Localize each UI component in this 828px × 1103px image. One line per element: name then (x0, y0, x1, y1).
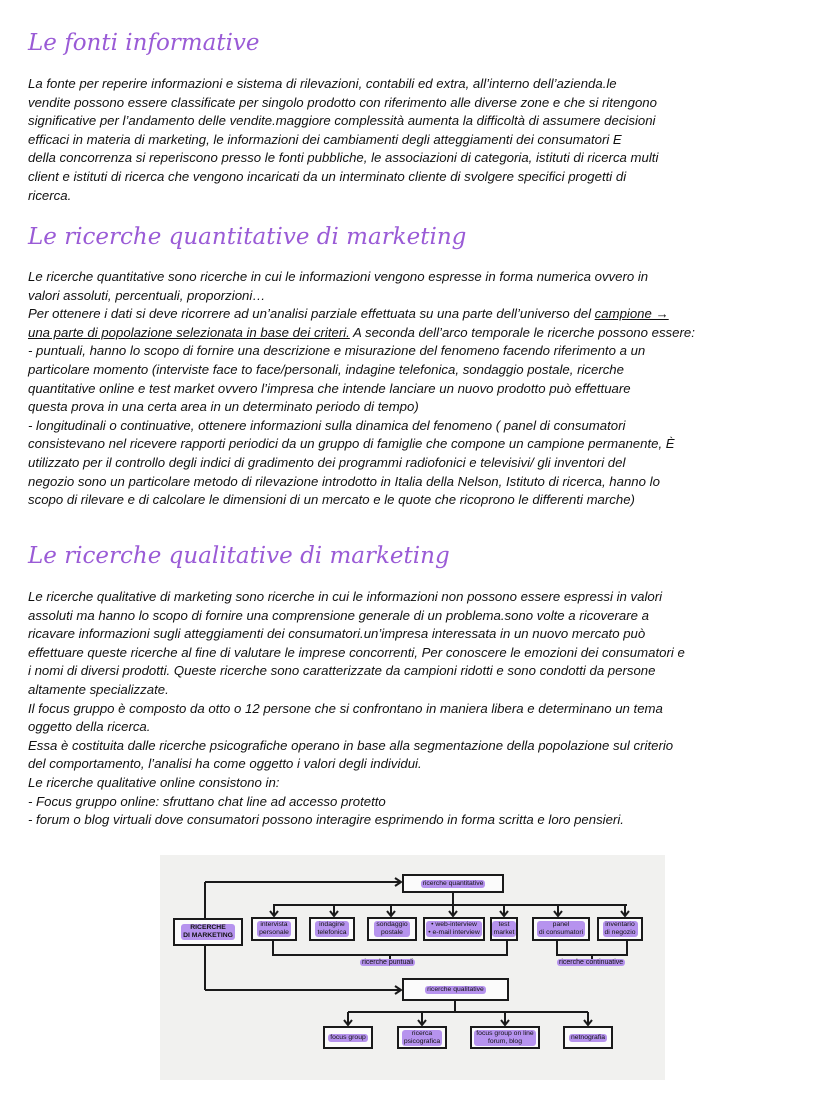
text-line: questa prova in una certa area in un determinato periodo di tempo) (28, 399, 419, 415)
text-line: - forum o blog virtuali dove consumatori possono interagire esprimendo in forma scritta e loro pensieri. (28, 812, 624, 828)
text-segment: A seconda dell’arco temporale le ricerche possono essere: (349, 324, 695, 340)
box-label: forum, blog (487, 1037, 522, 1045)
root-line-2: DI MARKETING (183, 932, 233, 939)
text-line: della concorrenza si reperiscono presso le fonti pubbliche, le associazioni di categoria, istituti di ricerca multi (28, 150, 659, 166)
text-line: oggetto della ricerca. (28, 719, 151, 735)
marketing-research-diagram (160, 855, 665, 1080)
box-ricerche-quantitative (402, 874, 504, 893)
text-line: client e istituti di ricerca che vengono incaricati da un interminato cliente di svolgere specifici progetti di (28, 168, 627, 184)
diagram-box (251, 917, 297, 941)
text-line: Il focus gruppo è composto da otto o 12 persone che si confrontano in maniera libera e determinano un tema (28, 700, 663, 716)
heading-fonti-informative: Le fonti informative (28, 30, 260, 56)
diagram-box (597, 917, 643, 941)
text-segment: Per ottenere i dati si deve ricorrere ad un’analisi parziale effettuata su una parte dell’universo del (28, 306, 595, 322)
text-line: - puntuali, hanno lo scopo di fornire una descrizione e misurazione del fenomeno facendo riferimento a un (28, 343, 646, 359)
box-label: indagine (319, 921, 345, 928)
text-line: effettuare queste ricerche al fine di valutare le imprese concorrenti, Per conoscere le emozioni dei consumatori e (28, 644, 685, 660)
underlined-text: una parte di popolazione selezionata in base dei criteri. (28, 324, 350, 340)
diagram-box (367, 917, 417, 941)
box-ricerche-qualitative (402, 978, 509, 1001)
text-line: Le ricerche qualitative online consistono in: (28, 774, 280, 790)
box-label: intervista (260, 921, 288, 928)
box-label: di negozio (604, 929, 636, 936)
text-line: ricerca. (28, 187, 72, 203)
diagram-box (563, 1026, 613, 1049)
text-line (28, 305, 695, 324)
box-label: di consumatori (538, 929, 584, 936)
diagram-box (309, 917, 355, 941)
box-label: • web-interview (431, 921, 477, 928)
puntuali-text: ricerche puntuali (362, 959, 414, 966)
continuative-text: ricerche continuative (559, 959, 624, 966)
text-line: particolare momento (interviste face to face/personali, indagine telefonica, sondaggio postale, ricerche (28, 361, 624, 377)
text-line: vendite possono essere classificate per singolo prodotto con riferimento alle diverse zone e che si ritengono (28, 94, 657, 110)
box-label: focus group on line (476, 1029, 534, 1037)
heading-ricerche-qualitative: Le ricerche qualitative di marketing (28, 543, 450, 569)
box-label: netnografia (570, 1033, 605, 1041)
text-line: scopo di rilevare e di calcolare le dimensioni di un mercato e le quote che ricoprono le differenti marche) (28, 492, 635, 508)
label-ricerche-puntuali (360, 959, 415, 966)
paragraph-quantitative (28, 268, 695, 510)
text-line: altamente specializzate. (28, 681, 169, 697)
text-line: ricavare informazioni sugli atteggiamenti dei consumatori.un’impresa interessata in un nuovo mercato può (28, 626, 646, 642)
box-label: test (498, 921, 510, 928)
diagram-box (423, 917, 485, 941)
text-line: negozio sono un particolare metodo di rilevazione introdotto in Italia della Nelson, Istituto di ricerca, hanno lo (28, 473, 660, 489)
paragraph-qualitative (28, 588, 685, 830)
text-line: efficaci in materia di marketing, le informazioni dei cambiamenti degli atteggiamenti dei consumatori E (28, 131, 622, 147)
qualitative-label: ricerche qualitative (427, 985, 484, 993)
text-line: Le ricerche quantitative sono ricerche in cui le informazioni vengono espresse in forma numerica ovvero in (28, 269, 649, 284)
text-line: La fonte per reperire informazioni e sistema di rilevazioni, contabili ed extra, all’interno dell’azienda.le (28, 76, 617, 91)
box-label: inventario (605, 921, 635, 928)
text-line: utilizzato per il controllo degli indici di gradimento dei programmi radiofonici e televisivi/ gli inventori del (28, 454, 626, 470)
text-line: valori assoluti, percentuali, proporzioni… (28, 287, 266, 303)
box-label: postale (381, 929, 403, 936)
diagram-box (470, 1026, 540, 1049)
box-label: panel (552, 921, 570, 928)
box-label: sondaggio (376, 921, 408, 928)
box-label: • e-mail interview (428, 929, 480, 936)
diagram-box (323, 1026, 373, 1049)
diagram-box (532, 917, 590, 941)
diagram-box (490, 917, 518, 941)
text-line: consistevano nel ricevere rapporti periodici da un gruppo di famiglie che compone un campione permanente, È (28, 436, 675, 452)
quantitative-label: ricerche quantitative (422, 879, 484, 887)
heading-ricerche-quantitative: Le ricerche quantitative di marketing (28, 224, 467, 250)
label-ricerche-continuative (557, 959, 625, 966)
text-line: i nomi di diversi prodotti. Queste ricerche sono caratterizzate da campioni ridotti e sono condotti da persone (28, 663, 656, 679)
root-line-1: RICERCHE (190, 924, 226, 931)
text-line: quantitative online e test market ovvero l’impresa che intende lanciare un nuovo prodotto può effettuare (28, 380, 631, 396)
box-label: focus group (330, 1033, 366, 1041)
box-label: psicografica (403, 1037, 441, 1045)
paragraph-fonti (28, 75, 658, 205)
box-ricerche-di-marketing (173, 918, 243, 946)
box-label: telefonica (317, 929, 347, 936)
box-label: ricerca (411, 1029, 433, 1037)
text-line: Le ricerche qualitative di marketing sono ricerche in cui le informazioni non possono essere espressi in valori (28, 589, 663, 604)
text-line: assoluti ma hanno lo scopo di fornire una comprensione generale di un problema.sono volte a ricoverare a (28, 607, 649, 623)
box-label: market (493, 929, 515, 936)
text-line: del comportamento, l’analisi ha come oggetto i valori degli individui. (28, 756, 422, 772)
text-line: significative per l’andamento delle vendite.maggiore complessità aumenta la difficoltà di assumere decisioni (28, 113, 656, 129)
text-line: - Focus gruppo online: sfruttano chat line ad accesso protetto (28, 793, 386, 809)
text-line: Essa è costituita dalle ricerche psicografiche operano in base alla segmentazione della popolazione sul criterio (28, 737, 674, 753)
text-line: - longitudinali o continuative, ottenere informazioni sulla dinamica del fenomeno ( panel di consumatori (28, 417, 626, 433)
diagram-box (397, 1026, 447, 1049)
text-line (28, 324, 695, 343)
underlined-text: campione → (594, 306, 669, 322)
box-label: personale (259, 929, 289, 936)
